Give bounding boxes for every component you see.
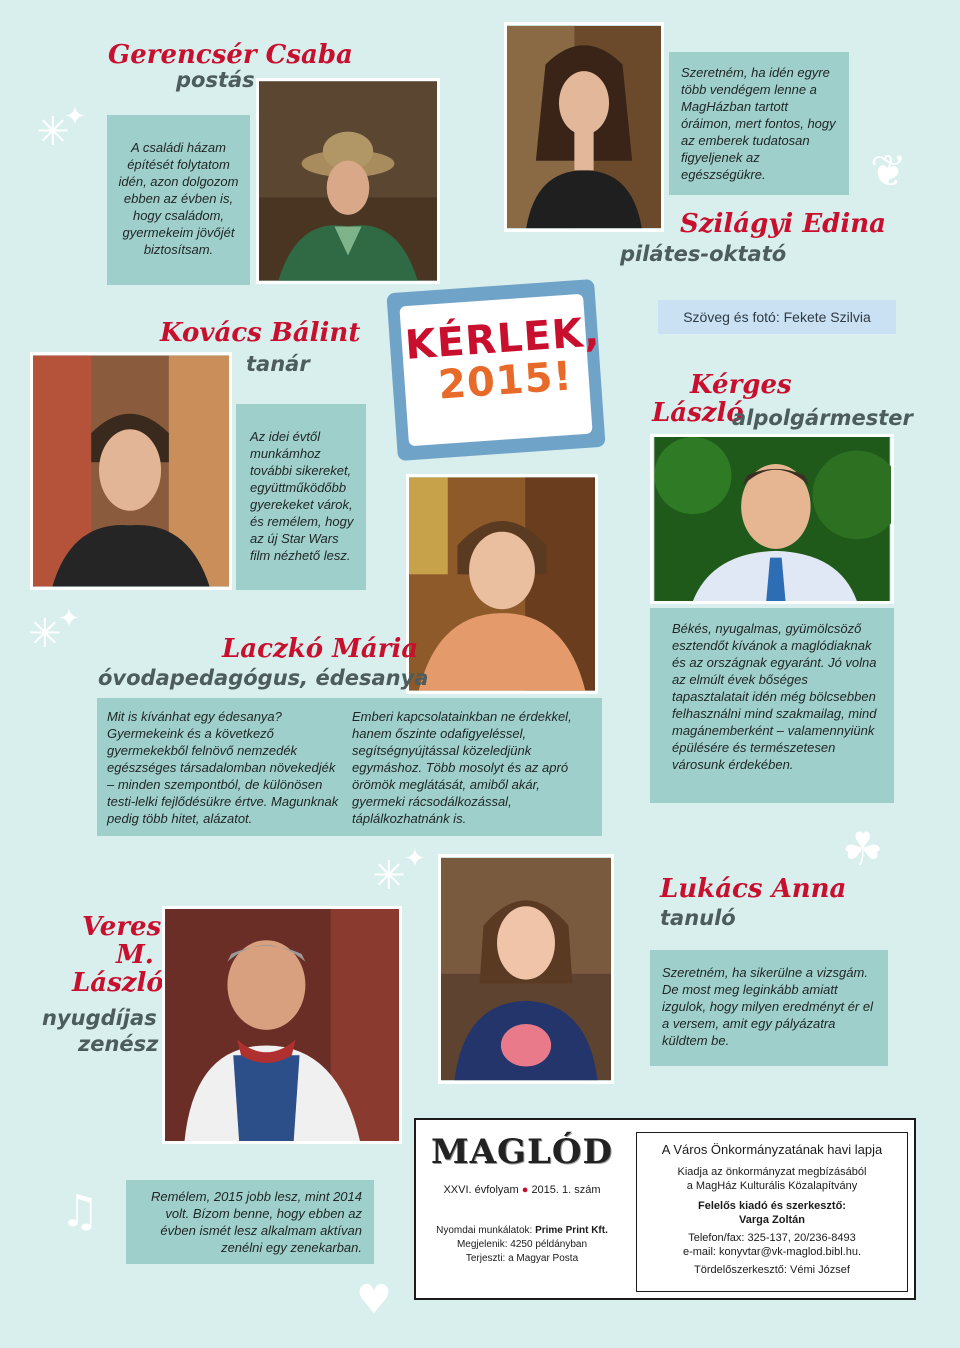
bullet-icon: ● <box>521 1184 532 1196</box>
person-role-line-2: zenész <box>78 1032 159 1056</box>
person-role: tanár <box>246 352 310 376</box>
person-name-line-2: M. <box>116 940 154 970</box>
quote-box: Az idei évtől munkámhoz további sikereket, együttműködőbb gyerekeket várok, és remélem, hogy az új Star Wars film nézhető lesz. <box>236 404 366 590</box>
sparkle-icon: ✳ <box>372 853 406 899</box>
portrait-photo <box>438 854 614 1084</box>
person-name: Gerencsér Csaba <box>108 40 353 70</box>
sparkle-icon: ✳ <box>28 611 62 657</box>
email: e-mail: konyvtar@vk-maglod.bibl.hu. <box>682 1246 862 1258</box>
quote-box: Emberi kapcsolatainkban ne érdekkel, hanem őszinte odafigyeléssel, segítségnyújtással közeledjünk egymáshoz. Több mosolyt és az apró örömök meglátását, amiből akár, gyermeki rácsodálkozással, táplálkozhatnánk is. <box>342 698 602 836</box>
person-name: Kovács Bálint <box>160 318 361 348</box>
editor-label: Felelős kiadó és szerkesztő: <box>698 1200 846 1212</box>
commission-line-1: Kiadja az önkormányzat megbízásából <box>677 1166 867 1178</box>
portrait-photo <box>30 352 232 590</box>
commission-line-2: a MagHáz Kulturális Közalapítvány <box>686 1180 858 1192</box>
person-role: alpolgármester <box>732 406 913 430</box>
issue-line <box>424 1182 620 1198</box>
swirl-icon: ❦ <box>870 146 907 197</box>
publication-title: A Város Önkormányzatának havi lapja <box>661 1142 883 1157</box>
banner-line-2: 2015! <box>436 353 575 409</box>
issue-number: 2015. 1. szám <box>531 1184 601 1196</box>
quote-box: Szeretném, ha idén egyre több vendégem lenne a MagHázban tartott óráimon, mert fontos, hogy az emberek tudatosan figyeljenek az egészségükre. <box>669 52 849 195</box>
music-note-icon: ♫ <box>60 1186 100 1237</box>
phone: Telefon/fax: 325-137, 20/236-8493 <box>688 1232 856 1244</box>
quote-box: A családi házam építését folytatom idén, azon dolgozom ebben az évben is, hogy családom, gyermekeim jövőjét biztosítsam. <box>107 115 250 285</box>
person-name-line-2: László <box>652 398 744 428</box>
portrait-photo <box>256 78 440 284</box>
editor-name: Varga Zoltán <box>738 1214 806 1226</box>
person-role: tanuló <box>660 906 736 930</box>
copies: Megjelenik: 4250 példányban <box>456 1239 588 1250</box>
imprint-right <box>636 1132 908 1292</box>
sparkle-icon: ✦ <box>64 102 86 132</box>
printer-name: Prime Print Kft. <box>535 1225 608 1236</box>
banner-title <box>401 311 606 409</box>
imprint-left <box>424 1128 620 1266</box>
quote-box: Szeretném, ha sikerülne a vizsgám. De most meg leginkább amiatt izgulok, hogy milyen eredményt ér el a versem, amit egy pályázatra küldtem be. <box>650 950 888 1066</box>
sparkle-icon: ✳ <box>36 109 70 155</box>
person-name: Lukács Anna <box>660 874 847 904</box>
person-name-line-1: Kérges <box>690 370 792 400</box>
credit: Szöveg és fotó: Fekete Szilvia <box>658 300 896 334</box>
portrait-photo <box>650 434 894 604</box>
person-role: postás <box>176 68 255 92</box>
portrait-photo <box>504 22 664 232</box>
heart-icon: ♥ <box>356 1277 392 1323</box>
sparkle-icon: ✦ <box>58 604 80 634</box>
quote-box: Békés, nyugalmas, gyümölcsöző esztendőt kívánok a maglódiaknak és az országnak egyaránt. Jó volna az elmúlt évek bőséges tapasztalatait idén még bölcsebben felhasználni mind szakmailag, mind magánemberként – valamennyiünk épülésére és természetesen városunk érdekében. <box>650 608 894 803</box>
person-role: pilátes-oktató <box>620 242 787 266</box>
printer-label: Nyomdai munkálatok: <box>436 1225 533 1236</box>
person-name: Szilágyi Edina <box>680 209 886 239</box>
masthead-logo: MAGLÓD <box>430 1132 614 1172</box>
person-role: óvodapedagógus, édesanya <box>98 666 429 690</box>
portrait-photo <box>162 906 402 1144</box>
sparkle-icon: ✦ <box>404 844 426 874</box>
distributor: Terjeszti: a Magyar Posta <box>465 1253 579 1264</box>
portrait-photo <box>406 474 598 694</box>
issue-volume: XXVI. évfolyam <box>443 1184 519 1196</box>
layout-editor: Tördelőszerkesztő: Vémi József <box>694 1264 850 1276</box>
person-role-line-1: nyugdíjas <box>42 1006 157 1030</box>
quote-box: Remélem, 2015 jobb lesz, mint 2014 volt. Bízom benne, hogy ebben az évben ismét lesz alkalmam aktívan zenélni egy zenekarban. <box>126 1180 374 1264</box>
person-name-line-1: Veres <box>82 912 162 942</box>
clover-icon: ☘ <box>842 822 884 876</box>
person-name-line-3: László <box>72 968 164 998</box>
quote-box: Mit is kívánhat egy édesanya? Gyermekeink és a következő gyermekekből felnövő nemzedék egészséges társadalomban növekedjék – minden szempontból, de különösen testi-lelki fejlődésükre értve. Magunknak pedig több hitet, alázatot. <box>97 698 345 836</box>
person-name: Laczkó Mária <box>222 634 419 664</box>
banner-line-1: KÉRLEK, <box>403 309 602 369</box>
